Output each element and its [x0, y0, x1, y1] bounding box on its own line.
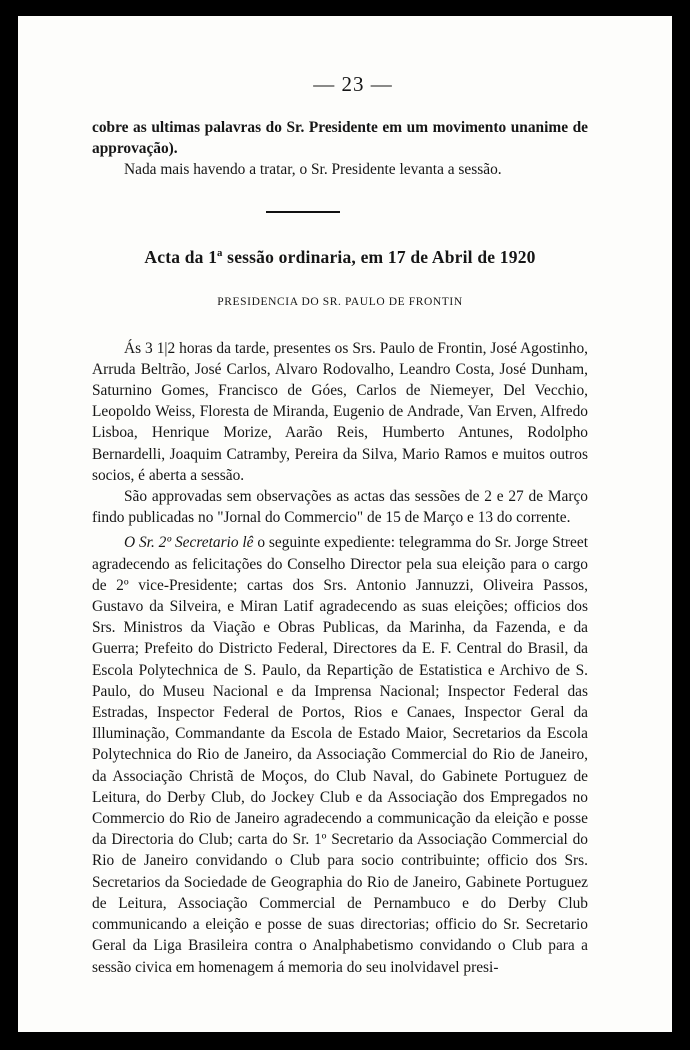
section-title: Acta da 1ª sessão ordinaria, em 17 de Abril de 1920 [144, 246, 536, 267]
minutes-body [92, 338, 588, 978]
book-page [18, 16, 672, 1032]
intro-paragraph-1: cobre as ultimas palavras do Sr. Presidente em um movimento unanime de approvação). [92, 119, 588, 158]
intro-paragraph-2: Nada mais havendo a tratar, o Sr. Presidente levanta a sessão. [124, 161, 502, 179]
presidency-line: PRESIDENCIA DO SR. PAULO DE FRONTIN [217, 295, 463, 308]
attendance-paragraph: Ás 3 1|2 horas da tarde, presentes os Srs. Paulo de Frontin, José Agostinho, Arruda Beltrão, José Carlos, Alvaro Rodovalho, Leandro Costa, José Dunham, Saturnino Gomes, Francisco de Góes, Carlos de Niemeyer, Del Vecchio, Leopoldo Weiss, Floresta de Miranda, Eugenio de Andrade, Van Erven, Alfredo Lisboa, Henrique Morize, Aarão Reis, Humberto Antunes, Rodolpho Bernardelli, Joaquim Catramby, Pereira da Silva, Mario Ramos e muitos outros socios, é aberta a sessão. [92, 339, 588, 484]
page-number: — 23 — [313, 72, 393, 96]
correspondence-text: o seguinte expediente: telegramma do Sr. Jorge Street agradecendo as felicitações do Conselho Director pela sua eleição para o cargo de 2º vice-Presidente; cartas dos Srs. Antonio Jannuzzi, Oliveira Passos, Gustavo da Silveira, e Miran Latif agradecendo as suas eleições; officios dos Srs. Ministros da Viação e Obras Publicas, da Marinha, da Fazenda, e da Guerra; Prefeito do Districto Federal, Directores da E. F. Central do Brasil, da Escola Polytechnica de S. Paulo, da Repartição de Estatistica e Archivo de S. Paulo, do Museu Nacional e da Imprensa Nacional; Inspector Federal das Estradas, Inspector Federal de Portos, Rios e Canaes, Inspector Geral da Illuminação, Commandante da Escola de Estado Maior, Secretarios da Escola Polytechnica do Rio de Janeiro, da Associação Commercial do Rio de Janeiro, da Associação Christã de Moços, do Club Naval, do Gabinete Portuguez de Leitura, do Derby Club, do Jockey Club e da Associação dos Empregados no Commercio do Rio de Janeiro agradecendo a communicação da eleição e posse da Directoria do Club; carta do Sr. 1º Secretario da Associação Commercial do Rio de Janeiro convidando o Club para socio contribuinte; officio dos Srs. Secretarios da Sociedade de Geographia do Rio de Janeiro, Gabinete Portuguez de Leitura, Associação Commercial de Pernambuco e do Derby Club communicando a eleição e posse de suas directorias; officio do Sr. Secretario Geral da Liga Brasileira contra o Analphabetismo convidando o Club para a sessão civica em homenagem á memoria do seu inolvidavel presi- [92, 534, 588, 976]
page-content [92, 72, 588, 978]
secretary-lead: O Sr. 2º Secretario lê [124, 534, 254, 552]
section-divider [266, 211, 340, 213]
correspondence-paragraph [92, 532, 588, 977]
approval-paragraph: São approvadas sem observações as actas das sessões de 2 e 27 de Março findo publicadas no "Jornal do Commercio" de 15 de Março e 13 do corrente. [92, 488, 588, 527]
